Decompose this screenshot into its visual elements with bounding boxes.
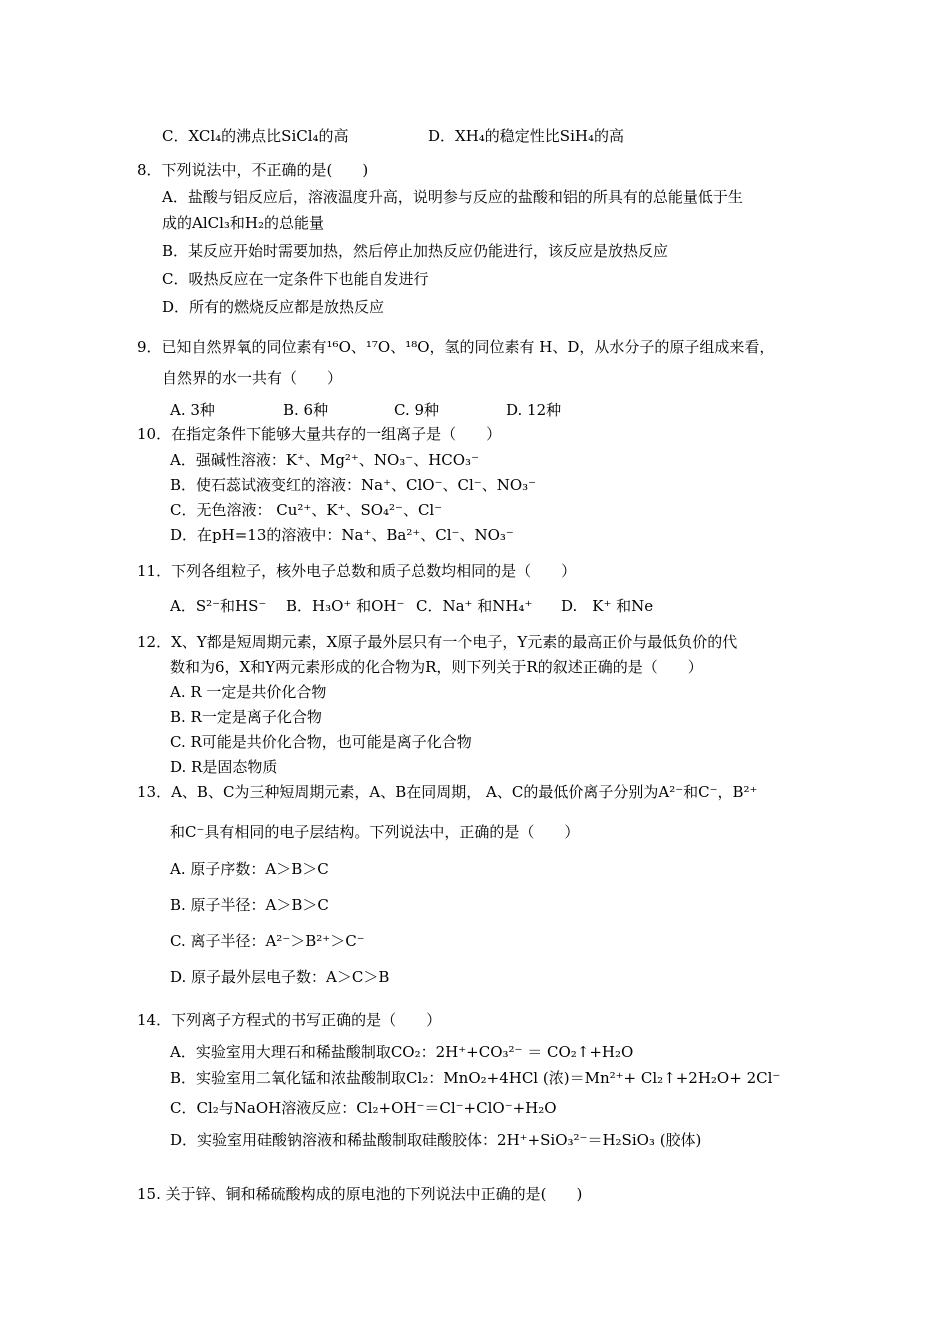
q12-option-d: D. R是固态物质 — [170, 758, 278, 776]
q14-option-b: B．实验室用二氧化锰和浓盐酸制取Cl₂：MnO₂+4HCl (浓)＝Mn²⁺+ Cl₂↑+2H₂O+ 2Cl⁻ — [170, 1069, 781, 1087]
q11-option-d: D. K⁺ 和Ne — [561, 597, 654, 615]
q11-stem: 11．下列各组粒子，核外电子总数和质子总数均相同的是（ ） — [137, 562, 577, 580]
q9-option-b: B. 6种 — [283, 401, 329, 419]
q9-option-d: D. 12种 — [506, 401, 562, 419]
q14-option-d: D．实验室用硅酸钠溶液和稀盐酸制取硅酸胶体：2H⁺+SiO₃²⁻＝H₂SiO₃ (胶体) — [170, 1131, 702, 1149]
q13-option-b: B. 原子半径：A＞B＞C — [170, 896, 329, 914]
q14-option-a: A．实验室用大理石和稀盐酸制取CO₂：2H⁺+CO₃²⁻ ＝ CO₂↑+H₂O — [170, 1043, 634, 1061]
q10-option-a: A．强碱性溶液：K⁺、Mg²⁺、NO₃⁻、HCO₃⁻ — [170, 451, 479, 469]
q9-stem-line1: 9．已知自然界氧的同位素有¹⁶O、¹⁷O、¹⁸O，氢的同位素有 H、D，从水分子的原子组成来看， — [137, 338, 775, 356]
q14-stem: 14．下列离子方程式的书写正确的是（ ） — [137, 1011, 442, 1029]
q8-option-b: B．某反应开始时需要加热，然后停止加热反应仍能进行，该反应是放热反应 — [162, 242, 669, 260]
q10-option-c: C．无色溶液： Cu²⁺、K⁺、SO₄²⁻、Cl⁻ — [170, 501, 443, 519]
q8-stem: 8．下列说法中，不正确的是( ) — [137, 161, 369, 179]
q9-option-c: C. 9种 — [394, 401, 440, 419]
q10-option-b: B．使石蕊试液变红的溶液：Na⁺、ClO⁻、Cl⁻、NO₃⁻ — [170, 476, 537, 494]
q8-option-a-line2: 成的AlCl₃和H₂的总能量 — [162, 214, 325, 232]
q7-option-d: D．XH₄的稳定性比SiH₄的高 — [428, 127, 624, 145]
q11-option-c: C．Na⁺ 和NH₄⁺ — [416, 597, 533, 615]
q13-option-c: C. 离子半径：A²⁻＞B²⁺＞C⁻ — [170, 932, 365, 950]
q8-option-c: C．吸热反应在一定条件下也能自发进行 — [162, 270, 429, 288]
q13-option-a: A. 原子序数：A＞B＞C — [170, 860, 329, 878]
q10-stem: 10．在指定条件下能够大量共存的一组离子是（ ） — [137, 425, 502, 443]
q9-option-a: A. 3种 — [170, 401, 215, 419]
q13-stem-line2: 和C⁻具有相同的电子层结构。下列说法中，正确的是（ ） — [170, 823, 580, 841]
q11-option-a: A．S²⁻和HS⁻ — [170, 597, 267, 615]
q8-option-d: D．所有的燃烧反应都是放热反应 — [162, 298, 385, 316]
q7-option-c: C．XCl₄的沸点比SiCl₄的高 — [162, 127, 349, 145]
q12-option-a: A. R 一定是共价化合物 — [170, 683, 327, 701]
q13-option-d: D. 原子最外层电子数：A＞C＞B — [170, 968, 390, 986]
q12-stem-line2: 数和为6，X和Y两元素形成的化合物为R，则下列关于R的叙述正确的是（ ） — [170, 658, 703, 676]
q14-option-c: C．Cl₂与NaOH溶液反应：Cl₂+OH⁻＝Cl⁻+ClO⁻+H₂O — [170, 1099, 557, 1117]
q8-option-a-line1: A．盐酸与铝反应后，溶液温度升高，说明参与反应的盐酸和铝的所具有的总能量低于生 — [162, 188, 743, 206]
q12-option-c: C. R可能是共价化合物，也可能是离子化合物 — [170, 733, 472, 751]
q12-stem-line1: 12．X、Y都是短周期元素，X原子最外层只有一个电子，Y元素的最高正价与最低负价的代 — [137, 633, 738, 651]
q11-option-b: B．H₃O⁺ 和OH⁻ — [286, 597, 405, 615]
q12-option-b: B. R一定是离子化合物 — [170, 708, 322, 726]
q10-option-d: D．在pH=13的溶液中：Na⁺、Ba²⁺、Cl⁻、NO₃⁻ — [170, 526, 514, 544]
q15-stem: 15. 关于锌、铜和稀硫酸构成的原电池的下列说法中正确的是( ) — [137, 1185, 583, 1203]
q9-stem-line2: 自然界的水一共有（ ） — [162, 369, 343, 387]
q13-stem-line1: 13．A、B、C为三种短周期元素，A、B在同周期， A、C的最低价离子分别为A²⁻和C⁻，B²⁺ — [137, 783, 758, 801]
